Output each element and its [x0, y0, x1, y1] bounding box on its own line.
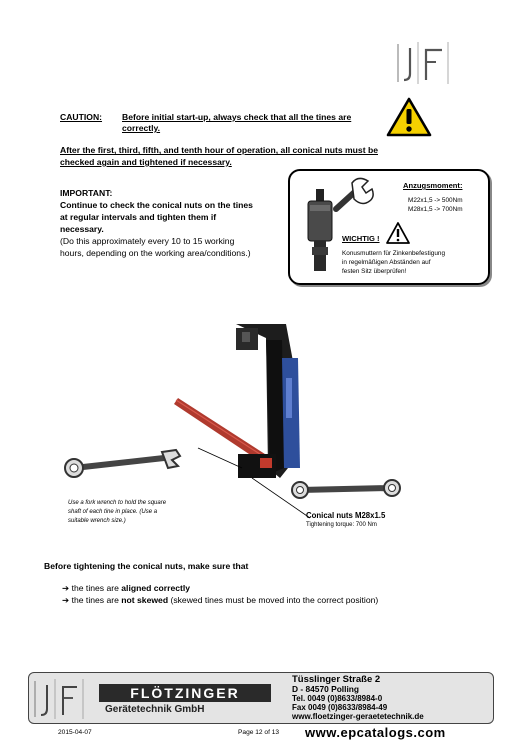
tine-mount-photo [60, 318, 420, 528]
right-wrench-icon [292, 480, 400, 498]
company-name: FLÖTZINGER [99, 684, 271, 702]
photo-caption-line3: suitable wrench size.) [68, 518, 126, 524]
checklist-intro: Before tightening the conical nuts, make sure that [44, 561, 249, 571]
header-logo [396, 38, 460, 86]
caution-text-line1: Before initial start-up, always check that all the tines are [122, 112, 352, 122]
footer-page: Page 12 of 13 [238, 729, 280, 736]
footer-tel: Tel. 0049 (0)8633/8984-0 [292, 694, 383, 703]
photo-caption-line1: Use a fork wrench to hold the square [68, 500, 167, 506]
footer-city: D - 84570 Polling [292, 684, 360, 694]
footer-banner [28, 672, 494, 724]
right-arrow-icon: ➔ [62, 595, 70, 605]
warning-label: WICHTIG ! [342, 234, 380, 243]
item1-bold: aligned correctly [121, 583, 191, 593]
torque-label: Tightening torque: 700 Nm [306, 522, 377, 528]
item2-suffix: (skewed tines must be moved into the correct position) [168, 595, 379, 605]
torque-note-line2: in regelmäßigen Abständen auf [342, 259, 431, 266]
footer-street: Tüsslinger Straße 2 [292, 674, 381, 685]
footer-date: 2015-04-07 [58, 729, 92, 736]
torque-note-line1: Konusmuttern für Zinkenbefestigung [342, 250, 446, 257]
small-warning-triangle-icon [386, 222, 410, 244]
footer-web: www.floetzinger-geraetetechnik.de [292, 712, 424, 721]
important-line3: necessary. [60, 224, 104, 234]
after-operation-line2: checked again and tightened if necessary. [60, 157, 232, 167]
nut-label: Conical nuts M28x1.5 [306, 511, 386, 520]
caution-text-line2: correctly. [122, 123, 161, 133]
watermark[interactable]: www.epcatalogs.com [305, 725, 446, 740]
torque-spec-m22: M22x1,5 -> 500Nm [408, 197, 463, 204]
important-line2: at regular intervals and tighten them if [60, 212, 217, 222]
torque-title: Anzugsmoment: [403, 181, 463, 190]
photo-caption-line2: shaft of each tine in place. (Use a [68, 509, 158, 515]
checklist-item-2 [62, 595, 378, 605]
item2-prefix: the tines are [71, 595, 122, 605]
footer-fax: Fax 0049 (0)8633/8984-49 [292, 703, 388, 712]
important-line1: Continue to check the conical nuts on the tines [60, 200, 253, 210]
footer-logo-icon [33, 677, 95, 721]
torque-spec-m28: M28x1,5 -> 700Nm [408, 206, 463, 213]
torque-note-line3: festen Sitz überprüfen! [342, 268, 407, 275]
item1-prefix: the tines are [71, 583, 122, 593]
checklist-item-1 [62, 583, 190, 593]
torque-info-box [288, 169, 490, 285]
caution-label: CAUTION: [60, 112, 103, 122]
after-operation-line1: After the first, third, fifth, and tenth hour of operation, all conical nuts must be [60, 145, 378, 155]
jf-logo-icon [396, 38, 460, 86]
important-title: IMPORTANT: [60, 188, 113, 198]
right-arrow-icon: ➔ [62, 583, 70, 593]
important-line4: (Do this approximately every 10 to 15 working [60, 236, 235, 246]
warning-triangle-icon [386, 97, 432, 142]
important-line5: hours, depending on the working area/conditions.) [60, 248, 251, 258]
left-wrench-icon [65, 450, 180, 477]
item2-bold: not skewed [121, 595, 169, 605]
company-subtitle: Gerätetechnik GmbH [105, 704, 205, 715]
